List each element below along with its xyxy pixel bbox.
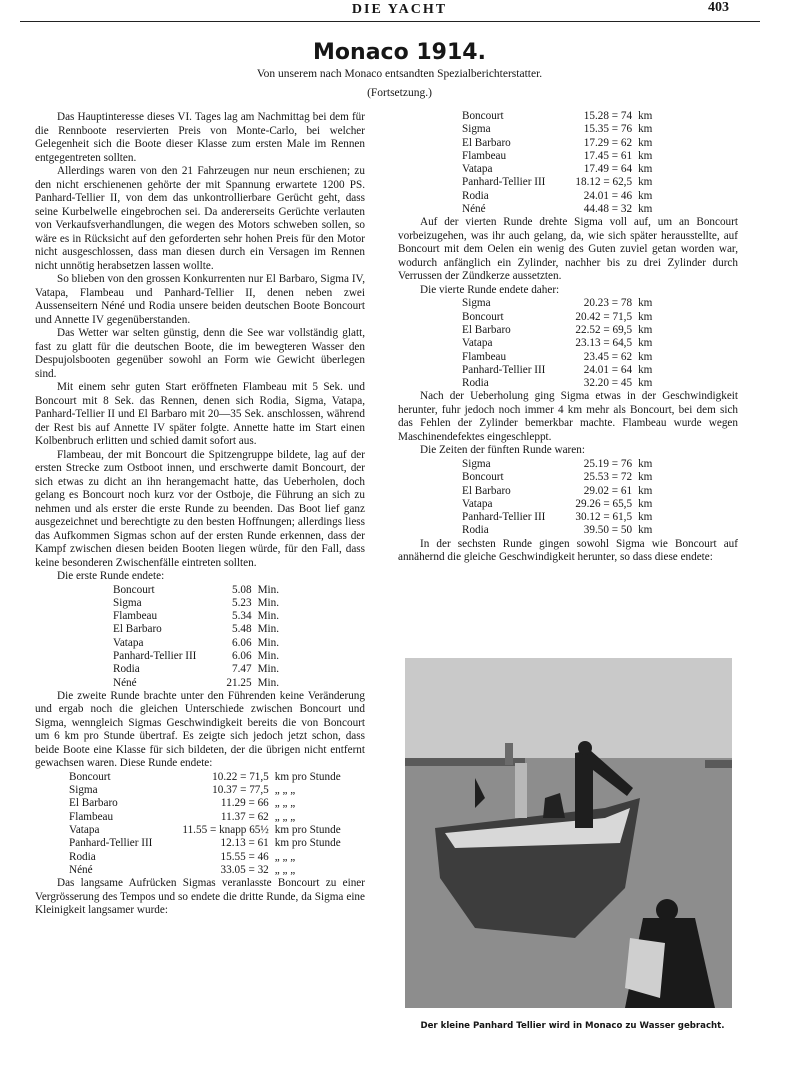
- boat-name: El Barbaro: [113, 623, 162, 636]
- result-row: [69, 811, 341, 824]
- header-rule: [20, 21, 760, 22]
- result-row: [462, 498, 652, 511]
- result-value: 15.28 = 74: [583, 110, 633, 122]
- result-unit: km: [638, 457, 653, 470]
- paragraph: Das Wetter war selten günstig, denn die See war vollständig glatt, fast zu glatt für die deutschen Boote, die im bewegteren Wasser den Despujolsbooten gegenüber sowohl an Form wie Gewicht überlegen sind.: [35, 327, 365, 380]
- boat-name: Vatapa: [462, 337, 493, 350]
- boat-name: Rodia: [69, 850, 96, 863]
- result-row: [462, 471, 652, 484]
- result-row: [462, 458, 652, 471]
- result-unit: km: [638, 110, 653, 122]
- page-number: 403: [708, 0, 729, 15]
- boat-name: Vatapa: [462, 163, 493, 176]
- boat-name: Vatapa: [69, 824, 100, 837]
- result-value: 33.05 = 32: [220, 863, 269, 876]
- result-unit: km: [638, 297, 653, 310]
- result-value: 18.12 = 62,5: [575, 176, 633, 189]
- result-unit: km pro Stunde: [274, 770, 341, 783]
- boat-name: Panhard-Tellier III: [462, 363, 546, 376]
- result-value: 23.13 = 64,5: [575, 337, 633, 350]
- round1-table: [113, 584, 279, 690]
- result-value: 11.29 = 66: [220, 797, 269, 810]
- boat-name: Sigma: [462, 297, 491, 310]
- result-unit: km: [638, 350, 653, 363]
- boat-name: Panhard-Tellier III: [462, 176, 546, 189]
- boat-name: Néné: [113, 676, 137, 689]
- result-row: [462, 203, 652, 216]
- result-row: [462, 311, 652, 324]
- result-row: [113, 623, 279, 636]
- right-column: [398, 110, 738, 565]
- article-subtitle: Von unserem nach Monaco entsandten Spezialberichterstatter.: [256, 68, 543, 80]
- boat-name: Panhard-Tellier III: [113, 649, 197, 662]
- boat-name: Boncourt: [113, 583, 155, 596]
- result-row: [462, 351, 652, 364]
- result-value: 44.48 = 32: [583, 203, 633, 216]
- result-value: 15.55 = 46: [220, 850, 269, 863]
- boat-name: Néné: [69, 863, 93, 876]
- result-row: [113, 650, 279, 663]
- boat-name: Flambeau: [462, 149, 507, 162]
- round5-table: [462, 458, 652, 538]
- result-value: 17.49 = 64: [583, 163, 633, 176]
- running-head: DIE YACHT: [351, 2, 448, 17]
- result-row: [69, 784, 341, 797]
- result-row: [462, 524, 652, 537]
- result-value: 5.23: [232, 596, 252, 609]
- result-value: 29.02 = 61: [583, 484, 633, 497]
- boat-name: Flambeau: [113, 610, 158, 623]
- result-row: [462, 364, 652, 377]
- result-row: [113, 663, 279, 676]
- result-unit: km: [638, 377, 653, 390]
- result-row: [69, 837, 341, 850]
- result-row: [69, 824, 341, 837]
- article-title: Monaco 1914.: [313, 40, 486, 65]
- result-row: [462, 324, 652, 337]
- result-value: 24.01 = 46: [583, 189, 633, 202]
- boat-name: Boncourt: [69, 770, 111, 783]
- round2-table: [69, 771, 341, 877]
- result-value: 5.48: [232, 623, 252, 636]
- boat-name: Sigma: [69, 784, 98, 797]
- result-value: 6.06: [232, 636, 252, 649]
- round5-intro: Die Zeiten der fünften Runde waren:: [420, 444, 585, 457]
- boat-name: Boncourt: [462, 471, 504, 484]
- result-unit: km: [638, 511, 653, 524]
- result-row: [462, 150, 652, 163]
- result-unit: km pro Stunde: [274, 837, 341, 850]
- result-row: [462, 110, 652, 123]
- result-unit: km: [638, 136, 653, 149]
- result-value: 32.20 = 45: [583, 377, 633, 390]
- boat-name: El Barbaro: [462, 136, 511, 149]
- paragraph: Das Hauptinteresse dieses VI. Tages lag am Nachmittag bei dem für die Rennboote reservierten Preis von Monte-Carlo, bei welcher Gelegenheit sich die Boote dieser Klasse zum ersten Male im Rennen entgegentreten sollten.: [35, 111, 365, 164]
- result-value: 10.22 = 71,5: [212, 770, 269, 783]
- result-unit: Min.: [257, 610, 280, 623]
- result-value: 22.52 = 69,5: [575, 323, 633, 336]
- result-unit: km: [638, 524, 653, 537]
- result-row: [113, 610, 279, 623]
- result-value: 25.53 = 72: [583, 471, 633, 484]
- result-unit: km: [638, 176, 653, 189]
- result-unit: „ „ „: [274, 850, 296, 863]
- result-row: [462, 511, 652, 524]
- result-value: 20.23 = 78: [583, 297, 633, 310]
- result-unit: km: [638, 323, 653, 336]
- round3-table: [462, 110, 652, 216]
- boat-name: Rodia: [113, 663, 140, 676]
- result-unit: Min.: [257, 583, 280, 596]
- boat-name: El Barbaro: [462, 484, 511, 497]
- result-unit: km: [638, 484, 653, 497]
- boat-name: Sigma: [462, 457, 491, 470]
- round4-intro: Die vierte Runde endete daher:: [420, 283, 560, 296]
- round4-table: [462, 297, 652, 390]
- boat-name: Panhard-Tellier III: [462, 511, 546, 524]
- result-unit: km: [638, 471, 653, 484]
- boat-photo-drawing: [405, 658, 732, 1008]
- result-row: [462, 337, 652, 350]
- result-unit: „ „ „: [274, 810, 296, 823]
- paragraph: In der sechsten Runde gingen sowohl Sigma wie Boncourt auf annähernd die gleiche Geschwindigkeit herunter, so dass diese endete:: [398, 537, 738, 564]
- result-unit: Min.: [257, 596, 280, 609]
- result-value: 20.42 = 71,5: [575, 310, 633, 323]
- result-value: 11.55 = knapp 65½: [182, 824, 269, 837]
- result-value: 21.25: [226, 676, 252, 689]
- result-value: 7.47: [232, 663, 252, 676]
- result-value: 17.29 = 62: [583, 136, 633, 149]
- paragraph: Allerdings waren von den 21 Fahrzeugen nur neun erschienen; zu den nicht erschienenen gehörte der mit Spannung erwartete 1200 PS. Panhard-Tellier II, von dem das unkontrollierbare Gerücht geht, dass seine Kurbelwelle eingebrochen sei. Da andererseits Gerüchte verlauten von Verkaufsverhandlungen, die wegen des Motors schweben sollen, so wäre es in Rücksicht auf den geforderten sehr hohen Preis für den Motor nicht ausgeschlossen, dass man diesen durch ein Versagen im Rennen nicht unnötig herabsetzen lassen wollte.: [35, 165, 365, 272]
- result-unit: km: [638, 497, 653, 510]
- paragraph: Mit einem sehr guten Start eröffneten Flambeau mit 5 Sek. und Boncourt mit 8 Sek. das Rennen, denen sich Rodia, Sigma, Vatapa, Panhard-Tellier II und El Barbaro mit 20—35 Sek. anschlossen, während der Rest bis auf Annette IV später folgte. Annette hatte im Start einen Kolbenbruch erlitten und schied damit sofort aus.: [35, 381, 365, 447]
- result-row: [69, 864, 341, 877]
- result-row: [462, 190, 652, 203]
- result-unit: km pro Stunde: [274, 824, 341, 837]
- left-column: [35, 111, 365, 918]
- paragraph: Flambeau, der mit Boncourt die Spitzengruppe bildete, lag auf der ersten Strecke zum Ostboot innen, und erschwerte damit Boncourt, der sich etwas zu dicht an ihn herangemacht hatte, das Ueberholen, doch gelang es Boncourt noch kurz vor der Ostboje, die Führung an sich zu nehmen und als erster die erste Runde zu beenden. Das Boot lief ganz ausgezeichnet und berechtigte zu den besten Hoffnungen; allerdings liess das Aufkommen Sigmas schon auf der ersten Runde erkennen, dass der Kampf zwischen diesen beiden Booten liegen würde, für den Fall, dass keine besonderen Zwischenfälle eintreten sollten.: [35, 448, 365, 569]
- boat-name: Flambeau: [462, 350, 507, 363]
- boat-name: Sigma: [462, 123, 491, 136]
- result-unit: Min.: [257, 663, 280, 676]
- result-value: 5.08: [232, 583, 252, 596]
- result-row: [462, 377, 652, 390]
- result-row: [69, 771, 341, 784]
- result-value: 25.19 = 76: [583, 457, 633, 470]
- result-row: [113, 597, 279, 610]
- result-unit: Min.: [257, 649, 280, 662]
- result-value: 29.26 = 65,5: [575, 497, 633, 510]
- boat-name: Vatapa: [113, 636, 144, 649]
- boat-name: Boncourt: [462, 310, 504, 323]
- result-value: 15.35 = 76: [583, 123, 633, 136]
- continuation-note: (Fortsetzung.): [367, 87, 432, 99]
- result-unit: „ „ „: [274, 784, 296, 797]
- result-value: 10.37 = 77,5: [212, 784, 269, 797]
- boat-name: Sigma: [113, 596, 142, 609]
- result-row: [462, 163, 652, 176]
- result-row: [69, 797, 341, 810]
- result-row: [462, 123, 652, 136]
- boat-name: Néné: [462, 203, 486, 216]
- result-row: [113, 637, 279, 650]
- paragraph: So blieben von den grossen Konkurrenten nur El Barbaro, Sigma IV, Vatapa, Flambeau und Panhard-Tellier II, denen neben zwei Aussenseitern Néné und Rodia unsere beiden deutschen Boote Boncourt und Annette IV gegenüberstanden.: [35, 273, 365, 326]
- result-value: 23.45 = 62: [583, 350, 633, 363]
- paragraph: Die zweite Runde brachte unter den Führenden keine Veränderung und ergab noch die gleichen Unterschiede zwischen Boncourt und Sigma, wenngleich Sigmas Geschwindigkeit bereits die von Boncourt um 6 km pro Stunde übertraf. Es zeigte sich jedoch jetzt schon, dass beide Boote eine Klasse für sich bildeten, der die übrigen nicht entfernt gewachsen waren. Diese Runde endete:: [35, 689, 365, 770]
- boat-name: Rodia: [462, 524, 489, 537]
- result-unit: „ „ „: [274, 797, 296, 810]
- boat-name: Rodia: [462, 189, 489, 202]
- paragraph: Auf der vierten Runde drehte Sigma voll auf, um an Boncourt vorbeizugehen, was ihr auch gelang, da, wie sich später herausstellte, auf Boncourt mit dem Oelen ein wenig des Guten zuviel getan worden war, wodurch anfänglich ein Zylinder, nachher bis zu drei Zylinder durch Verrussen der Zündkerze aussetzten.: [398, 216, 738, 283]
- boat-name: El Barbaro: [462, 323, 511, 336]
- paragraph: Nach der Ueberholung ging Sigma etwas in der Geschwindigkeit herunter, fuhr jedoch noch immer 4 km mehr als Boncourt, bei dem sich das Fehlen der Zylinder bemerkbar machte. Flambeau wurde wegen Maschinendefektes eingeschleppt.: [398, 390, 738, 443]
- boat-name: Boncourt: [462, 110, 504, 122]
- result-unit: km: [638, 189, 653, 202]
- result-unit: km: [638, 363, 653, 376]
- boat-name: Panhard-Tellier III: [69, 837, 153, 850]
- boat-name: Rodia: [462, 377, 489, 390]
- result-value: 5.34: [232, 610, 252, 623]
- result-row: [113, 584, 279, 597]
- result-unit: Min.: [257, 676, 280, 689]
- result-value: 12.13 = 61: [220, 837, 269, 850]
- boat-name: El Barbaro: [69, 797, 118, 810]
- result-row: [462, 297, 652, 310]
- result-row: [462, 176, 652, 189]
- result-value: 17.45 = 61: [583, 149, 633, 162]
- result-row: [69, 851, 341, 864]
- result-value: 6.06: [232, 649, 252, 662]
- result-unit: km: [638, 310, 653, 323]
- round1-intro: Die erste Runde endete:: [57, 570, 165, 582]
- boat-name: Flambeau: [69, 810, 114, 823]
- photo-caption: Der kleine Panhard Tellier wird in Monaco zu Wasser gebracht.: [420, 1021, 725, 1031]
- result-unit: Min.: [257, 636, 280, 649]
- result-value: 24.01 = 64: [583, 363, 633, 376]
- result-unit: km: [638, 337, 653, 350]
- result-unit: Min.: [257, 623, 280, 636]
- result-row: [462, 137, 652, 150]
- result-unit: km: [638, 149, 653, 162]
- result-value: 11.37 = 62: [220, 810, 269, 823]
- paragraph: Das langsame Aufrücken Sigmas veranlasste Boncourt zu einer Vergrösserung des Tempos und so endete die dritte Runde, da Sigma eine Kleinigkeit langsamer wurde:: [35, 877, 365, 917]
- result-unit: „ „ „: [274, 863, 296, 876]
- result-unit: km: [638, 123, 653, 136]
- result-row: [113, 677, 279, 690]
- result-unit: km: [638, 203, 653, 216]
- result-row: [462, 485, 652, 498]
- result-unit: km: [638, 163, 653, 176]
- boat-photo: [405, 658, 732, 1008]
- result-value: 39.50 = 50: [583, 524, 633, 537]
- boat-name: Vatapa: [462, 497, 493, 510]
- result-value: 30.12 = 61,5: [575, 511, 633, 524]
